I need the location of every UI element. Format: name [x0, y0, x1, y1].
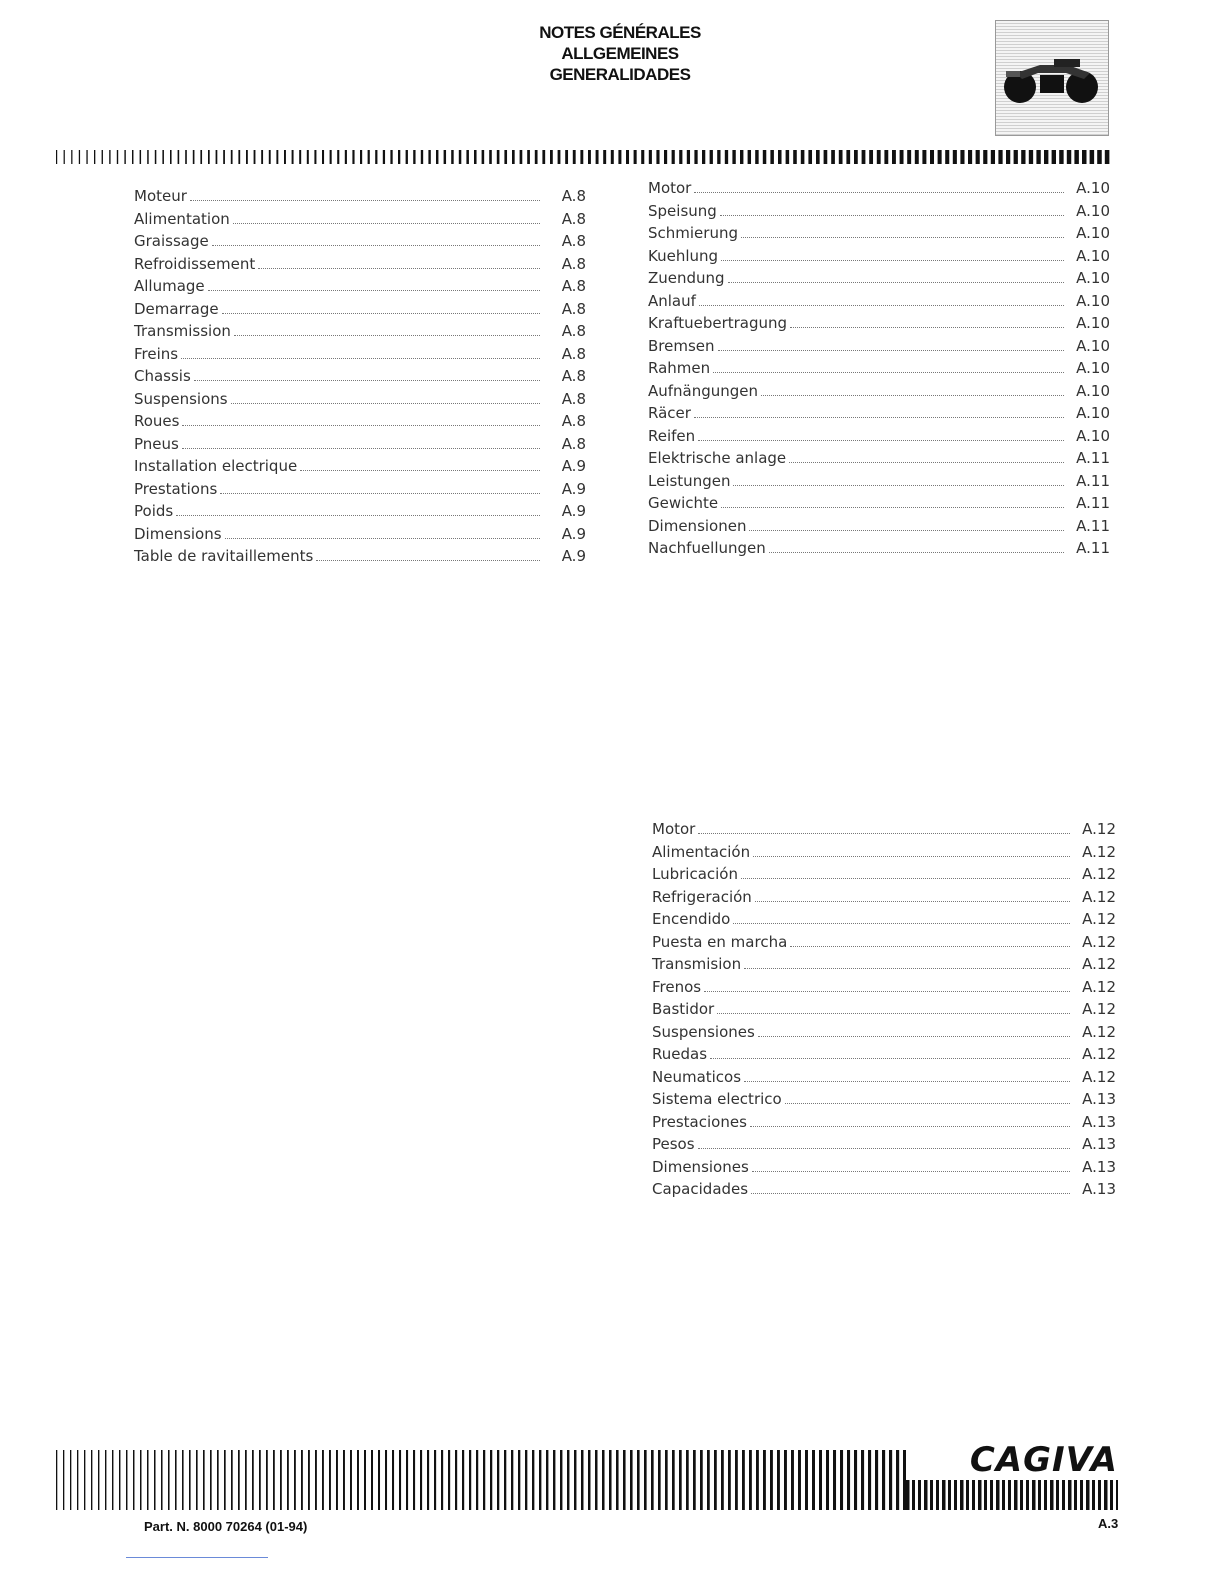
- toc-entry-label: Allumage: [134, 277, 205, 295]
- toc-entry[interactable]: [652, 1090, 1116, 1113]
- page-number: A.3: [1098, 1516, 1119, 1531]
- toc-entry-label: Encendido: [652, 910, 731, 928]
- toc-dot-leader: [749, 530, 1064, 531]
- toc-entry-label: Reifen: [648, 426, 696, 445]
- toc-entry[interactable]: [134, 300, 586, 323]
- toc-entry[interactable]: [134, 435, 586, 458]
- toc-dot-leader: [181, 358, 540, 359]
- toc-entry-label: Dimensionen: [648, 516, 747, 535]
- toc-entry[interactable]: [134, 255, 586, 278]
- toc-entry-label: Ruedas: [652, 1045, 708, 1063]
- toc-entry-page: A.8: [561, 232, 586, 250]
- toc-entry-label: Poids: [134, 502, 174, 520]
- motorcycle-icon: [995, 20, 1109, 136]
- toc-dot-leader: [713, 372, 1064, 373]
- toc-dot-leader: [220, 493, 540, 494]
- toc-entry-page: A.13: [1082, 1157, 1116, 1176]
- toc-entry-label: Motor: [652, 820, 696, 838]
- toc-entry[interactable]: [648, 404, 1110, 427]
- title-spanish: GENERALIDADES: [549, 65, 691, 84]
- toc-entry-label: Table de ravitaillements: [134, 547, 314, 565]
- barcode-strip-top: [56, 150, 1112, 164]
- toc-entry[interactable]: [648, 427, 1110, 450]
- toc-entry-page: A.12: [1082, 820, 1116, 838]
- toc-dot-leader: [234, 335, 540, 336]
- toc-entry-page: A.13: [1082, 1180, 1116, 1198]
- toc-entry-page: A.13: [1082, 1112, 1116, 1131]
- toc-entry-page: A.8: [561, 434, 586, 453]
- toc-entry[interactable]: [648, 382, 1110, 405]
- toc-entry[interactable]: [652, 1045, 1116, 1068]
- toc-dot-leader: [182, 425, 540, 426]
- toc-entry-label: Prestations: [134, 479, 218, 498]
- toc-dot-leader: [704, 991, 1070, 992]
- toc-entry[interactable]: [652, 843, 1116, 866]
- toc-entry[interactable]: [652, 1135, 1116, 1158]
- toc-dot-leader: [785, 1103, 1070, 1104]
- toc-entry[interactable]: [652, 1113, 1116, 1136]
- toc-entry[interactable]: [648, 494, 1110, 517]
- toc-entry-page: A.11: [1076, 516, 1110, 535]
- toc-dot-leader: [733, 923, 1070, 924]
- toc-entry[interactable]: [134, 412, 586, 435]
- toc-entry-page: A.13: [1082, 1090, 1116, 1108]
- toc-dot-leader: [698, 440, 1064, 441]
- toc-entry-label: Bastidor: [652, 1000, 715, 1018]
- toc-dot-leader: [741, 237, 1064, 238]
- toc-entry-label: Dimensions: [134, 524, 222, 543]
- toc-dot-leader: [790, 327, 1064, 328]
- toc-dot-leader: [176, 515, 540, 516]
- toc-dot-leader: [182, 448, 540, 449]
- toc-entry[interactable]: [134, 210, 586, 233]
- toc-entry[interactable]: [652, 910, 1116, 933]
- toc-dot-leader: [212, 245, 540, 246]
- title-french: NOTES GÉNÉRALES: [539, 23, 701, 42]
- toc-dot-leader: [744, 1081, 1070, 1082]
- toc-dot-leader: [733, 485, 1064, 486]
- toc-entry-page: A.8: [561, 367, 586, 385]
- toc-entry-label: Motor: [648, 179, 692, 197]
- toc-entry[interactable]: [648, 292, 1110, 315]
- toc-french: [134, 187, 586, 570]
- toc-entry[interactable]: [134, 277, 586, 300]
- toc-entry-label: Aufnängungen: [648, 381, 759, 400]
- toc-entry-label: Kuehlung: [648, 246, 719, 265]
- toc-dot-leader: [721, 260, 1064, 261]
- toc-entry-label: Suspensiones: [652, 1022, 755, 1041]
- toc-entry-label: Graissage: [134, 232, 209, 250]
- toc-dot-leader: [728, 282, 1064, 283]
- toc-entry[interactable]: [134, 367, 586, 390]
- toc-entry[interactable]: [134, 232, 586, 255]
- toc-dot-leader: [699, 305, 1064, 306]
- toc-entry[interactable]: [134, 457, 586, 480]
- toc-entry-label: Capacidades: [652, 1180, 749, 1198]
- toc-entry-page: A.10: [1076, 224, 1110, 242]
- toc-entry-label: Suspensions: [134, 389, 228, 408]
- title-german: ALLGEMEINES: [561, 44, 679, 63]
- toc-dot-leader: [769, 552, 1064, 553]
- toc-entry-page: A.8: [561, 187, 586, 205]
- toc-entry-page: A.10: [1076, 381, 1110, 400]
- toc-entry-page: A.13: [1082, 1135, 1116, 1153]
- toc-dot-leader: [208, 290, 540, 291]
- toc-entry[interactable]: [652, 888, 1116, 911]
- barcode-strip-bottom: [56, 1450, 906, 1510]
- toc-entry[interactable]: [134, 480, 586, 503]
- toc-entry-label: Rahmen: [648, 359, 711, 377]
- toc-entry-label: Transmision: [652, 955, 742, 973]
- toc-entry[interactable]: [134, 502, 586, 525]
- toc-entry-page: A.10: [1076, 269, 1110, 287]
- brand-bar-strip: [906, 1480, 1118, 1510]
- toc-entry-page: A.12: [1082, 955, 1116, 973]
- toc-dot-leader: [316, 560, 540, 561]
- toc-entry-page: A.12: [1082, 910, 1116, 928]
- toc-dot-leader: [755, 901, 1070, 902]
- part-number: Part. N. 8000 70264 (01-94): [144, 1519, 308, 1534]
- toc-entry[interactable]: [652, 1000, 1116, 1023]
- toc-dot-leader: [741, 878, 1070, 879]
- toc-entry-label: Räcer: [648, 404, 691, 422]
- toc-entry-label: Alimentation: [134, 209, 230, 228]
- toc-entry[interactable]: [648, 314, 1110, 337]
- toc-entry-page: A.12: [1082, 842, 1116, 861]
- toc-entry[interactable]: [652, 1180, 1116, 1203]
- toc-dot-leader: [720, 215, 1064, 216]
- toc-entry-page: A.10: [1076, 201, 1110, 220]
- toc-entry[interactable]: [648, 472, 1110, 495]
- toc-entry-label: Schmierung: [648, 224, 738, 242]
- toc-dot-leader: [194, 380, 540, 381]
- toc-entry-page: A.8: [561, 389, 586, 408]
- toc-entry-label: Pesos: [652, 1135, 695, 1153]
- toc-dot-leader: [300, 470, 540, 471]
- section-titles: [470, 22, 770, 85]
- toc-entry[interactable]: [652, 933, 1116, 956]
- toc-dot-leader: [750, 1126, 1070, 1127]
- toc-dot-leader: [225, 538, 540, 539]
- toc-entry-label: Chassis: [134, 367, 191, 385]
- toc-entry-label: Nachfuellungen: [648, 539, 766, 557]
- toc-entry-label: Roues: [134, 412, 180, 430]
- toc-entry-page: A.10: [1076, 179, 1110, 197]
- toc-entry-label: Gewichte: [648, 494, 719, 512]
- toc-entry-label: Frenos: [652, 977, 702, 996]
- toc-entry-page: A.8: [561, 322, 586, 340]
- toc-entry-page: A.12: [1082, 865, 1116, 883]
- toc-entry[interactable]: [134, 187, 586, 210]
- toc-entry-page: A.10: [1076, 246, 1110, 265]
- toc-entry-label: Refrigeración: [652, 887, 752, 906]
- toc-dot-leader: [222, 313, 540, 314]
- toc-entry-label: Puesta en marcha: [652, 932, 788, 951]
- toc-dot-leader: [718, 350, 1064, 351]
- toc-dot-leader: [698, 1148, 1070, 1149]
- toc-entry[interactable]: [648, 517, 1110, 540]
- toc-entry[interactable]: [652, 978, 1116, 1001]
- toc-entry[interactable]: [134, 547, 586, 570]
- toc-dot-leader: [752, 1171, 1070, 1172]
- toc-entry-page: A.11: [1076, 471, 1110, 490]
- toc-entry[interactable]: [648, 202, 1110, 225]
- toc-dot-leader: [698, 833, 1070, 834]
- toc-entry[interactable]: [134, 322, 586, 345]
- toc-entry-label: Moteur: [134, 187, 187, 205]
- toc-entry-page: A.12: [1082, 1067, 1116, 1086]
- toc-entry[interactable]: [652, 955, 1116, 978]
- toc-entry-label: Prestaciones: [652, 1112, 747, 1131]
- toc-entry[interactable]: [648, 224, 1110, 247]
- toc-entry-page: A.11: [1076, 539, 1110, 557]
- toc-dot-leader: [744, 968, 1070, 969]
- toc-entry-label: Neumaticos: [652, 1067, 742, 1086]
- toc-entry[interactable]: [134, 525, 586, 548]
- toc-entry-page: A.11: [1076, 449, 1110, 467]
- toc-entry[interactable]: [648, 539, 1110, 562]
- toc-entry-page: A.12: [1082, 887, 1116, 906]
- toc-entry-page: A.9: [561, 502, 586, 520]
- toc-dot-leader: [753, 856, 1070, 857]
- toc-entry-label: Speisung: [648, 201, 717, 220]
- brand-logo: CAGIVA: [969, 1440, 1118, 1480]
- toc-entry-page: A.10: [1076, 426, 1110, 445]
- toc-dot-leader: [694, 417, 1064, 418]
- toc-entry-label: Lubricación: [652, 865, 738, 883]
- toc-entry-page: A.10: [1076, 404, 1110, 422]
- toc-entry[interactable]: [648, 359, 1110, 382]
- toc-entry-label: Zuendung: [648, 269, 725, 287]
- link-underline: [126, 1557, 268, 1558]
- toc-entry-label: Demarrage: [134, 299, 219, 318]
- toc-dot-leader: [190, 200, 540, 201]
- toc-entry-page: A.9: [561, 524, 586, 543]
- toc-entry[interactable]: [652, 1068, 1116, 1091]
- toc-entry-page: A.10: [1076, 314, 1110, 332]
- toc-entry[interactable]: [648, 247, 1110, 270]
- toc-entry-page: A.11: [1076, 494, 1110, 512]
- toc-entry-page: A.9: [561, 547, 586, 565]
- toc-dot-leader: [258, 268, 540, 269]
- toc-entry[interactable]: [134, 390, 586, 413]
- toc-german: [648, 179, 1110, 562]
- toc-dot-leader: [710, 1058, 1070, 1059]
- toc-dot-leader: [231, 403, 540, 404]
- toc-entry-label: Refroidissement: [134, 254, 256, 273]
- toc-entry-page: A.9: [561, 479, 586, 498]
- toc-entry-page: A.8: [561, 299, 586, 318]
- toc-dot-leader: [761, 395, 1064, 396]
- toc-dot-leader: [790, 946, 1070, 947]
- toc-entry[interactable]: [134, 345, 586, 368]
- toc-entry[interactable]: [648, 449, 1110, 472]
- toc-dot-leader: [717, 1013, 1070, 1014]
- toc-entry-label: Alimentación: [652, 842, 751, 861]
- toc-entry[interactable]: [652, 1023, 1116, 1046]
- toc-entry[interactable]: [652, 865, 1116, 888]
- toc-entry[interactable]: [648, 269, 1110, 292]
- toc-dot-leader: [758, 1036, 1070, 1037]
- toc-entry-page: A.8: [561, 277, 586, 295]
- toc-entry-label: Transmission: [134, 322, 231, 340]
- toc-entry[interactable]: [648, 337, 1110, 360]
- toc-entry-page: A.12: [1082, 977, 1116, 996]
- toc-entry-label: Bremsen: [648, 336, 715, 355]
- toc-entry-page: A.12: [1082, 1000, 1116, 1018]
- toc-dot-leader: [721, 507, 1064, 508]
- toc-entry-label: Anlauf: [648, 291, 696, 310]
- toc-entry-page: A.8: [561, 254, 586, 273]
- toc-entry-label: Kraftuebertragung: [648, 314, 788, 332]
- toc-entry-label: Pneus: [134, 434, 179, 453]
- toc-entry-page: A.9: [561, 457, 586, 475]
- toc-dot-leader: [751, 1193, 1070, 1194]
- toc-entry-page: A.8: [561, 209, 586, 228]
- toc-entry-page: A.12: [1082, 932, 1116, 951]
- toc-entry[interactable]: [652, 820, 1116, 843]
- toc-dot-leader: [694, 192, 1064, 193]
- toc-entry-page: A.10: [1076, 291, 1110, 310]
- toc-entry-label: Elektrische anlage: [648, 449, 787, 467]
- toc-entry-label: Installation electrique: [134, 457, 298, 475]
- toc-entry-page: A.10: [1076, 336, 1110, 355]
- toc-entry-label: Freins: [134, 344, 179, 363]
- toc-entry-label: Sistema electrico: [652, 1090, 782, 1108]
- toc-entry-page: A.12: [1082, 1045, 1116, 1063]
- toc-entry-page: A.12: [1082, 1022, 1116, 1041]
- toc-entry-label: Leistungen: [648, 471, 731, 490]
- toc-dot-leader: [789, 462, 1064, 463]
- toc-dot-leader: [233, 223, 540, 224]
- toc-entry-page: A.8: [561, 344, 586, 363]
- toc-entry-page: A.10: [1076, 359, 1110, 377]
- toc-entry-label: Dimensiones: [652, 1157, 749, 1176]
- toc-entry[interactable]: [648, 179, 1110, 202]
- toc-entry-page: A.8: [561, 412, 586, 430]
- toc-entry[interactable]: [652, 1158, 1116, 1181]
- toc-spanish: [652, 820, 1116, 1203]
